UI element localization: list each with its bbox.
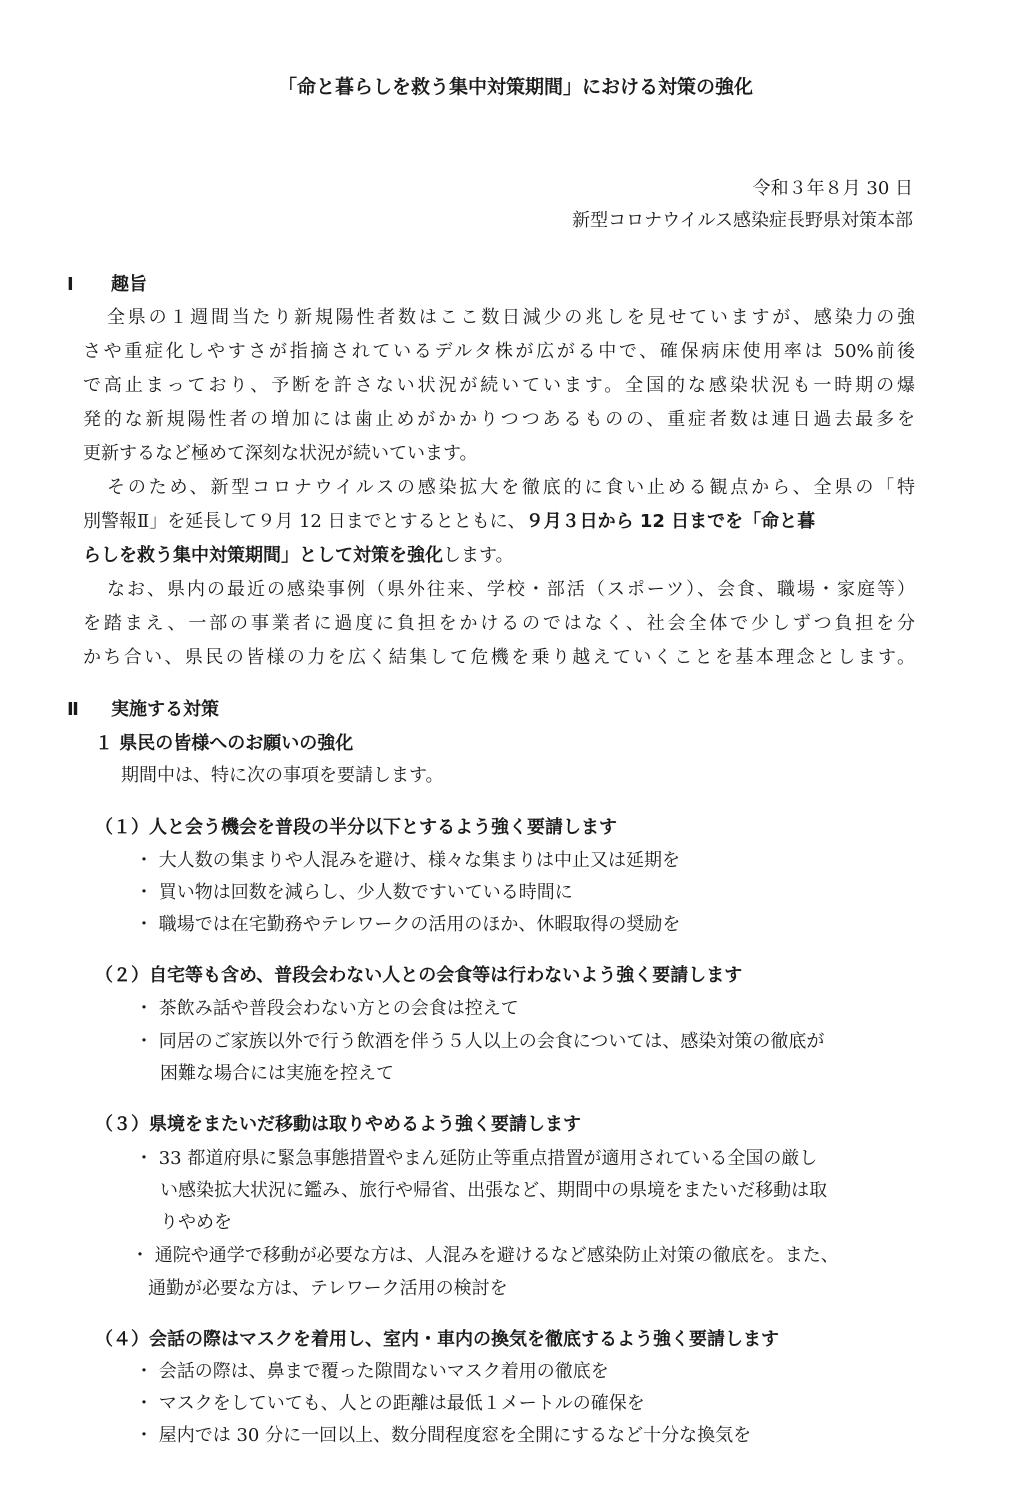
paragraph-line: そのため、新型コロナウイルスの感染拡大を徹底的に食い止める観点から、全県の「特 — [107, 477, 915, 498]
bullet-item: ・ 通院や通学で移動が必要な方は、人混みを避けるなど感染防止対策の徹底を。また、 — [131, 1245, 839, 1266]
paragraph-text: 別警報Ⅱ」を延長して９月 12 日までとするとともに、 — [83, 511, 526, 532]
section-1-heading: 趣旨 — [111, 274, 147, 295]
paragraph-text: します。 — [443, 545, 514, 566]
paragraph-line: 全県の１週間当たり新規陽性者数はここ数日減少の兆しを見せていますが、感染力の強 — [107, 307, 915, 328]
paragraph-line-mixed — [83, 543, 514, 569]
section-2-heading: 実施する対策 — [111, 699, 219, 720]
emphasis-text: らしを救う集中対策期間」として対策を強化 — [83, 545, 443, 566]
section-2-number: Ⅱ — [67, 699, 79, 720]
item-heading: （３）県境をまたいだ移動は取りやめるよう強く要請します — [95, 1114, 581, 1135]
item-heading: （４）会話の際はマスクを着用し、室内・車内の換気を徹底するよう強く要請します — [95, 1329, 779, 1350]
document-date: 令和３年８月 30 日 — [752, 178, 913, 199]
item-heading: （１）人と会う機会を普段の半分以下とするよう強く要請します — [95, 817, 617, 838]
bullet-item: ・ 33 都道府県に緊急事態措置やまん延防止等重点措置が適用されている全国の厳し — [135, 1148, 818, 1169]
bullet-item-continuation: 通勤が必要な方は、テレワーク活用の検討を — [148, 1278, 508, 1299]
bullet-item: ・ 同居のご家族以外で行う飲酒を伴う５人以上の会食については、感染対策の徹底が — [135, 1031, 825, 1052]
bullet-item: ・ 会話の際は、鼻まで覆った隙間ないマスク着用の徹底を — [135, 1361, 609, 1382]
subsection-intro: 期間中は、特に次の事項を要請します。 — [121, 765, 444, 786]
issuing-organization: 新型コロナウイルス感染症長野県対策本部 — [572, 210, 913, 231]
bullet-item: ・ マスクをしていても、人との距離は最低１メートルの確保を — [135, 1393, 645, 1414]
bullet-item: ・ 職場では在宅勤務やテレワークの活用のほか、休暇取得の奨励を — [135, 914, 681, 935]
item-heading: （２）自宅等も含め、普段会わない人との会食等は行わないよう強く要請します — [95, 965, 743, 986]
paragraph-line: を踏まえ、一部の事業者に過度に負担をかけるのではなく、社会全体で少しずつ負担を分 — [83, 613, 915, 634]
paragraph-line-mixed — [83, 509, 815, 535]
section-1-number: Ⅰ — [67, 274, 74, 295]
bullet-item: ・ 茶飲み話や普段会わない方との会食は控えて — [135, 998, 519, 1019]
bullet-item-continuation: い感染拡大状況に鑑み、旅行や帰省、出張など、期間中の県境をまたいだ移動は取 — [160, 1180, 828, 1201]
emphasis-text: ９月３日から 12 日までを「命と暮 — [525, 511, 816, 532]
paragraph-line: で高止まっており、予断を許さない状況が続いています。全国的な感染状況も一時期の爆 — [83, 375, 915, 396]
paragraph-line: なお、県内の最近の感染事例（県外往来、学校・部活（スポーツ）、会食、職場・家庭等） — [107, 579, 915, 600]
paragraph-line: さや重症化しやすさが指摘されているデルタ株が広がる中で、確保病床使用率は 50%前後 — [83, 341, 915, 362]
subsection-heading: １ 県民の皆様へのお願いの強化 — [95, 733, 354, 754]
paragraph-line: かち合い、県民の皆様の力を広く結集して危機を乗り越えていくことを基本理念とします。 — [83, 647, 915, 668]
bullet-item: ・ 大人数の集まりや人混みを避け、様々な集まりは中止又は延期を — [135, 850, 680, 871]
bullet-item: ・ 屋内では 30 分に一回以上、数分間程度窓を全開にするなど十分な換気を — [135, 1425, 752, 1446]
paragraph-line: 発的な新規陽性者の増加には歯止めがかかりつつあるものの、重症者数は連日過去最多を — [83, 409, 915, 430]
bullet-item: ・ 買い物は回数を減らし、少人数ですいている時間に — [135, 882, 573, 903]
document-title: 「命と暮らしを救う集中対策期間」における対策の強化 — [277, 76, 753, 98]
bullet-item-continuation: りやめを — [160, 1212, 232, 1233]
bullet-item-continuation: 困難な場合には実施を控えて — [160, 1063, 394, 1084]
paragraph-line: 更新するなど極めて深刻な状況が続いています。 — [83, 443, 478, 464]
